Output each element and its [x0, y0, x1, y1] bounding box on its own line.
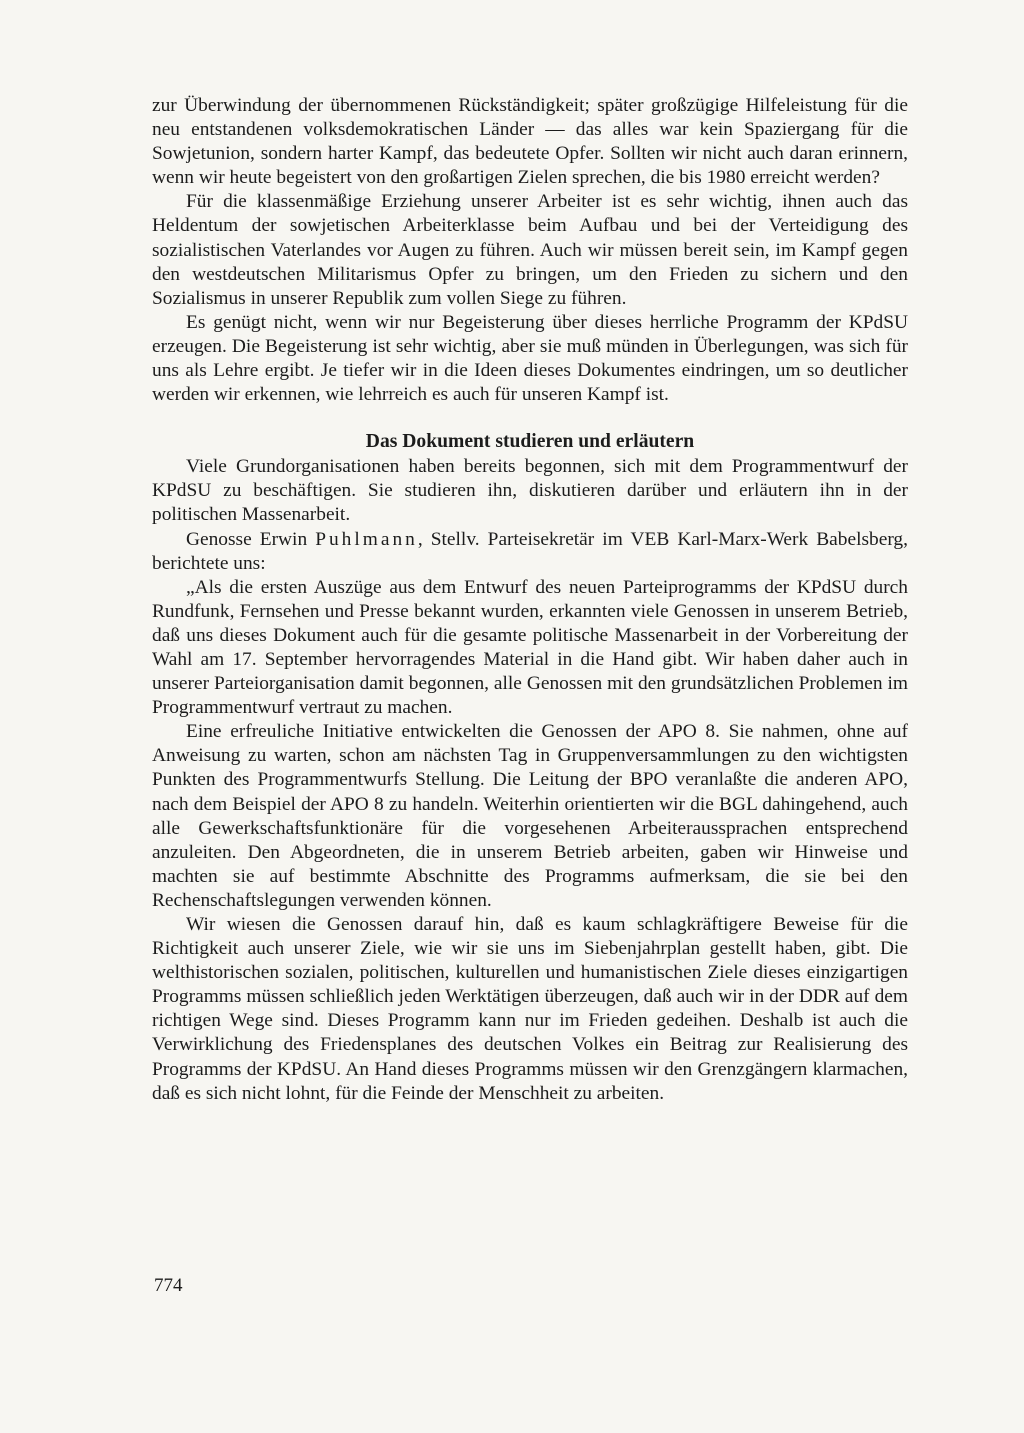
paragraph-quote-start: „Als die ersten Auszüge aus dem Entwurf des neuen Parteiprogramms der KPdSU durch Rundfunk, Fernsehen und Presse bekannt wurden, erkannten viele Genossen in unserem Betrieb, daß uns dieses Dokument auch für die gesamte politische Massenarbeit in der Vorbereitung der Wahl am 17. September hervorragendes Material in die Hand gibt. Wir haben daher auch in unserer Parteiorganisation damit begonnen, alle Genossen mit den grundsätzlichen Problemen im Programmentwurf vertraut zu machen.	[152, 576, 908, 719]
paragraph-education: Für die klassenmäßige Erziehung unserer Arbeiter ist es sehr wichtig, ihnen auch das Heldentum der sowjetischen Arbeiterklasse beim Aufbau und bei der Verteidigung des sozialistischen Vaterlandes vor Augen zu führen. Auch wir müssen bereit sein, im Kampf gegen den westdeutschen Militarismus Opfer zu bringen, um den Frieden zu sichern und den Sozialismus in unserer Republik zum vollen Siege zu führen.	[152, 191, 908, 309]
paragraph-continued: zur Überwindung der übernommenen Rückständigkeit; später großzügige Hilfeleistung für die neu entstandenen volksdemokratischen Länder — das alles war kein Spaziergang für die Sowjetunion, sondern harter Kampf, das bedeutete Opfer. Sollten wir nicht auch daran erinnern, wenn wir heute begeistert von den großartigen Zielen sprechen, die bis 1980 erreicht werden?	[152, 95, 908, 189]
reporter-name: Puhlmann	[315, 528, 418, 550]
paragraph-reporter	[152, 528, 908, 576]
paragraph-argument: Wir wiesen die Genossen darauf hin, daß es kaum schlagkräftigere Beweise für die Richtigkeit auch unserer Ziele, wie wir sie uns im Siebenjahrplan gestellt haben, gibt. Die welthistorischen sozialen, politischen, kulturellen und humanistischen Ziele dieses einzigartigen Programms müssen schließlich jeden Werktätigen überzeugen, daß auch wir in der DDR auf dem richtigen Wege sind. Dieses Programm kann nur im Frieden gedeihen. Deshalb ist auch die Verwirklichung des Friedensplanes des deutschen Volkes ein Beitrag zur Realisierung des Programms der KPdSU. An Hand dieses Programms müssen wir den Grenzgängern klarmachen, daß es sich nicht lohnt, für die Feinde der Menschheit zu arbeiten.	[152, 914, 908, 1104]
section-heading: Das Dokument studieren und erläutern	[365, 431, 695, 453]
reporter-suffix: , Stellv. Parteisekretär im VEB Karl-Marx-Werk Babelsberg, berichtete uns:	[152, 528, 908, 574]
paragraph-intro: Viele Grundorganisationen haben bereits begonnen, sich mit dem Programmentwurf der KPdSU zu beschäftigen. Sie studieren ihn, diskutieren darüber und erläutern ihn in der politischen Massenarbeit.	[152, 456, 908, 526]
text-column	[152, 94, 908, 1106]
page-number: 774	[154, 1275, 183, 1296]
paragraph-initiative: Eine erfreuliche Initiative entwickelten die Genossen der APO 8. Sie nahmen, ohne auf Anweisung zu warten, schon am nächsten Tag in Gruppenversammlungen zu den wichtigsten Punkten des Programmentwurfs Stellung. Die Leitung der BPO veranlaßte die anderen APO, nach dem Beispiel der APO 8 zu handeln. Weiterhin orientierten wir die BGL dahingehend, auch alle Gewerkschaftsfunktionäre für die vorgesehenen Arbeiteraussprachen entsprechend anzuleiten. Den Abgeordneten, die in unserem Betrieb arbeiten, gaben wir Hinweise und machten sie auf bestimmte Abschnitte des Programms aufmerksam, die sie bei den Rechenschaftslegungen verwenden können.	[152, 721, 908, 911]
reporter-prefix: Genosse Erwin	[186, 528, 316, 550]
paragraph-enthusiasm: Es genügt nicht, wenn wir nur Begeisterung über dieses herrliche Programm der KPdSU erzeugen. Die Begeisterung ist sehr wichtig, aber sie muß münden in Überlegungen, was sich für uns als Lehre ergibt. Je tiefer wir in die Ideen dieses Dokumentes eindringen, um so deutlicher werden wir erkennen, wie lehrreich es auch für unseren Kampf ist.	[152, 311, 908, 406]
